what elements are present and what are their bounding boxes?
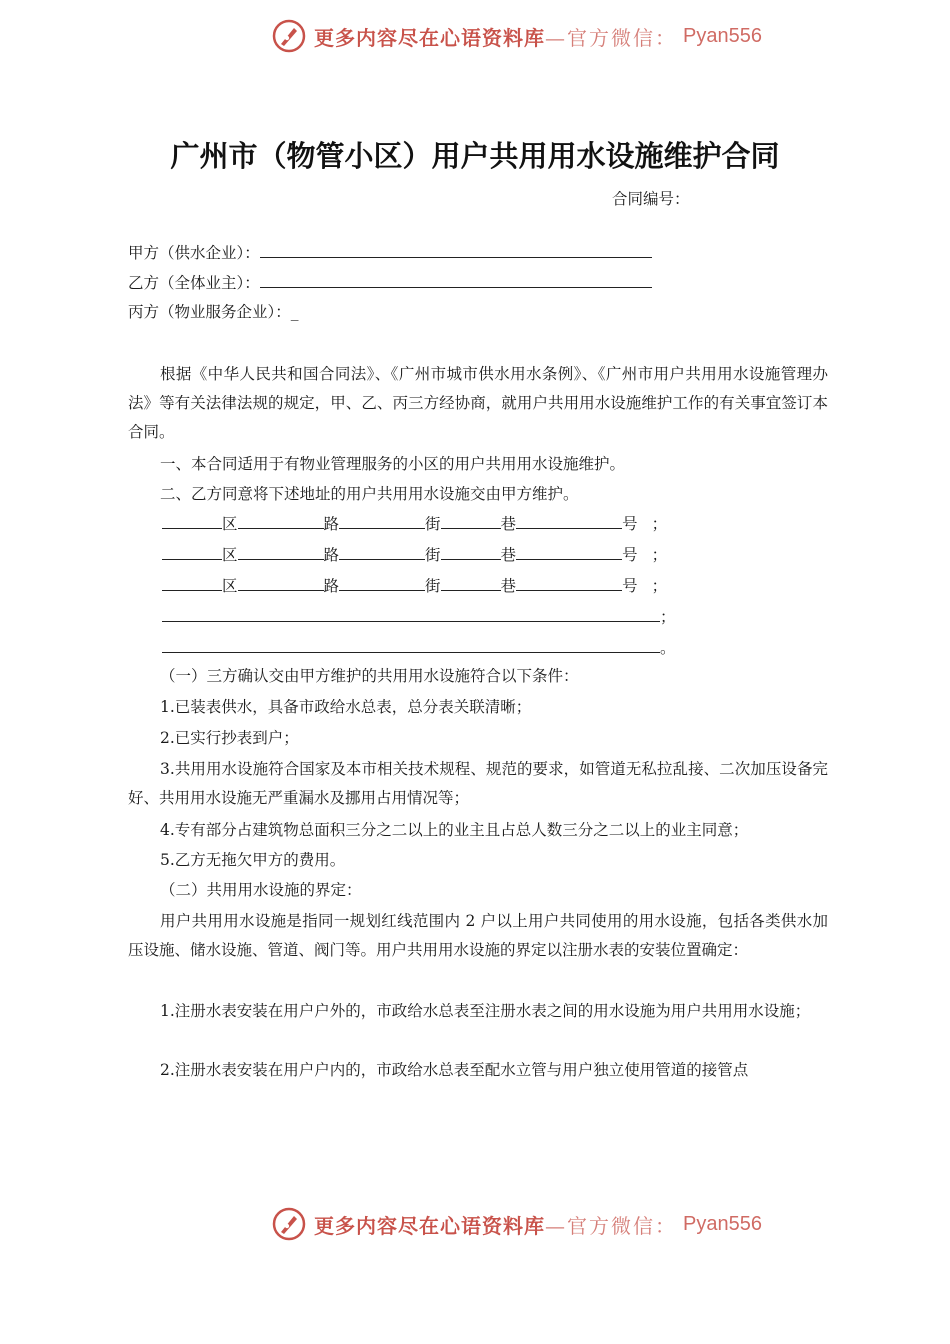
street-label: 街 — [425, 515, 441, 533]
party-b-blank[interactable] — [260, 271, 652, 288]
lane-label: 巷 — [500, 546, 517, 564]
road-blank[interactable] — [238, 510, 324, 529]
number-label: 号 — [622, 515, 638, 533]
number-blank[interactable] — [516, 510, 622, 529]
number-label: 号 — [622, 546, 638, 564]
number-blank[interactable] — [516, 541, 622, 560]
road-label: 路 — [323, 577, 340, 595]
address-free-blank[interactable] — [162, 634, 660, 653]
number-label: 号 — [622, 577, 638, 595]
party-a-blank[interactable] — [260, 241, 652, 258]
preamble-paragraph: 根据《中华人民共和国合同法》、《广州市城市供水用水条例》、《广州市用户共用用水设施管理办法》等有关法律法规的规定，甲、乙、丙三方经协商，就用户共用用水设施维护工作的有关事宜签订本合同。 — [128, 365, 828, 441]
banner-official: —官方微信： — [545, 25, 677, 50]
district-label: 区 — [222, 515, 238, 533]
party-c-row — [128, 301, 299, 323]
separator: ； — [651, 515, 668, 533]
banner-wechat-id: Pyan556 — [683, 1212, 762, 1235]
lane-blank[interactable] — [441, 572, 501, 591]
pen-logo-icon — [272, 19, 306, 53]
clause-one: 一、本合同适用于有物业管理服务的小区的用户共用用水设施维护。 — [160, 455, 626, 473]
conditions-heading: （一）三方确认交由甲方维护的共用用水设施符合以下条件： — [160, 667, 579, 685]
definition-paragraph: 用户共用用水设施是指同一规划红线范围内 2 户以上用户共同使用的用水设施，包括各类供水加压设施、储水设施、管道、阀门等。用户共用用水设施的界定以注册水表的安装位置确定： — [128, 912, 828, 959]
district-label: 区 — [222, 546, 238, 564]
road-label: 路 — [323, 546, 340, 564]
address-free-row — [162, 634, 676, 658]
separator: ； — [651, 577, 668, 595]
party-b-label: 乙方（全体业主）： — [128, 274, 260, 292]
lane-blank[interactable] — [441, 541, 501, 560]
definition-heading: （二）共用用水设施的界定： — [160, 881, 362, 899]
contract-number-label: 合同编号： — [612, 190, 690, 208]
party-b-row — [128, 271, 652, 294]
lane-label: 巷 — [500, 515, 517, 533]
lane-label: 巷 — [500, 577, 517, 595]
district-blank[interactable] — [162, 510, 222, 529]
address-row — [162, 572, 667, 596]
party-c-label: 丙方（物业服务企业）：_ — [128, 303, 299, 321]
banner-official: —官方微信： — [545, 1213, 677, 1238]
address-free-blank[interactable] — [162, 603, 660, 622]
definition-item: 2.注册水表安装在用户户内的，市政给水总表至配水立管与用户独立使用管道的接管点 — [160, 1061, 749, 1079]
street-label: 街 — [425, 546, 441, 564]
lane-blank[interactable] — [441, 510, 501, 529]
district-label: 区 — [222, 577, 238, 595]
banner-brand: 更多内容尽在心语资料库 — [314, 25, 545, 50]
footer-banner — [272, 1204, 762, 1244]
road-blank[interactable] — [238, 572, 324, 591]
header-banner — [272, 16, 762, 56]
address-row — [162, 541, 667, 565]
separator: ； — [660, 608, 676, 626]
condition-item: 3.共用用水设施符合国家及本市相关技术规程、规范的要求，如管道无私拉乱接、二次加压设备完好、共用用水设施无严重漏水及挪用占用情况等； — [128, 760, 828, 807]
number-blank[interactable] — [516, 572, 622, 591]
clause-two: 二、乙方同意将下述地址的用户共用用水设施交由甲方维护。 — [160, 485, 579, 503]
pen-logo-icon — [272, 1207, 306, 1241]
street-label: 街 — [425, 577, 441, 595]
condition-item: 1.已装表供水，具备市政给水总表，总分表关联清晰； — [160, 698, 532, 716]
party-a-label: 甲方（供水企业）： — [128, 244, 260, 262]
street-blank[interactable] — [339, 541, 425, 560]
condition-item: 2.已实行抄表到户； — [160, 729, 299, 747]
period: 。 — [660, 639, 676, 657]
address-free-row — [162, 603, 676, 627]
district-blank[interactable] — [162, 541, 222, 560]
document-title: 广州市（物管小区）用户共用用水设施维护合同 — [170, 139, 780, 173]
road-label: 路 — [323, 515, 340, 533]
road-blank[interactable] — [238, 541, 324, 560]
street-blank[interactable] — [339, 572, 425, 591]
separator: ； — [651, 546, 668, 564]
address-row — [162, 510, 667, 534]
condition-item: 4.专有部分占建筑物总面积三分之二以上的业主且占总人数三分之二以上的业主同意； — [160, 821, 749, 839]
banner-brand: 更多内容尽在心语资料库 — [314, 1213, 545, 1238]
street-blank[interactable] — [339, 510, 425, 529]
banner-wechat-id: Pyan556 — [683, 24, 762, 47]
district-blank[interactable] — [162, 572, 222, 591]
condition-item: 5.乙方无拖欠甲方的费用。 — [160, 851, 346, 869]
party-a-row — [128, 241, 652, 264]
definition-item: 1.注册水表安装在用户户外的，市政给水总表至注册水表之间的用水设施为用户共用用水设施； — [160, 1002, 811, 1020]
